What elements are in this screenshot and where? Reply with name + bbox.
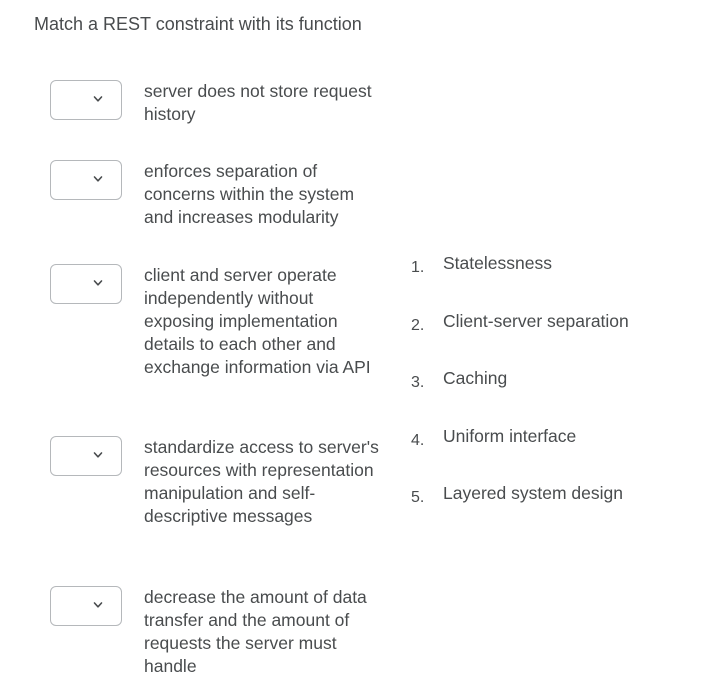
- prompt-text-3: client and server operate independently without exposing implementation details to each other and exchange information via API: [144, 265, 371, 377]
- prompt-text-2: enforces separation of concerns within the system and increases modularity: [144, 161, 355, 227]
- prompt-text-4: standardize access to server's resources with representation manipulation and self-descriptive messages: [144, 437, 379, 526]
- chevron-down-icon: [93, 600, 103, 610]
- match-select-3[interactable]: [50, 264, 122, 304]
- choice-number: 1.: [411, 259, 425, 276]
- choice-label: Uniform interface: [443, 426, 577, 446]
- chevron-down-icon: [93, 174, 103, 184]
- choice-item-1: [411, 252, 552, 276]
- choice-item-5: [411, 482, 623, 506]
- prompt-text-5: decrease the amount of data transfer and the amount of requests the server must handle: [144, 587, 367, 676]
- choice-number: 5.: [411, 489, 425, 506]
- choice-item-2: [411, 310, 629, 334]
- question-title: Match a REST constraint with its function: [34, 14, 362, 34]
- choice-item-3: [411, 367, 507, 391]
- choice-label: Caching: [443, 368, 508, 388]
- choice-number: 4.: [411, 432, 425, 449]
- match-select-4[interactable]: [50, 436, 122, 476]
- choice-label: Statelessness: [443, 253, 552, 273]
- choice-item-4: [411, 425, 576, 449]
- chevron-down-icon: [93, 94, 103, 104]
- choice-label: Client-server separation: [443, 311, 629, 331]
- choice-number: 3.: [411, 374, 425, 391]
- prompt-text-1: server does not store request history: [144, 81, 372, 124]
- choice-label: Layered system design: [443, 483, 623, 503]
- match-select-5[interactable]: [50, 586, 122, 626]
- choice-number: 2.: [411, 317, 425, 334]
- match-select-2[interactable]: [50, 160, 122, 200]
- chevron-down-icon: [93, 450, 103, 460]
- chevron-down-icon: [93, 278, 103, 288]
- match-select-1[interactable]: [50, 80, 122, 120]
